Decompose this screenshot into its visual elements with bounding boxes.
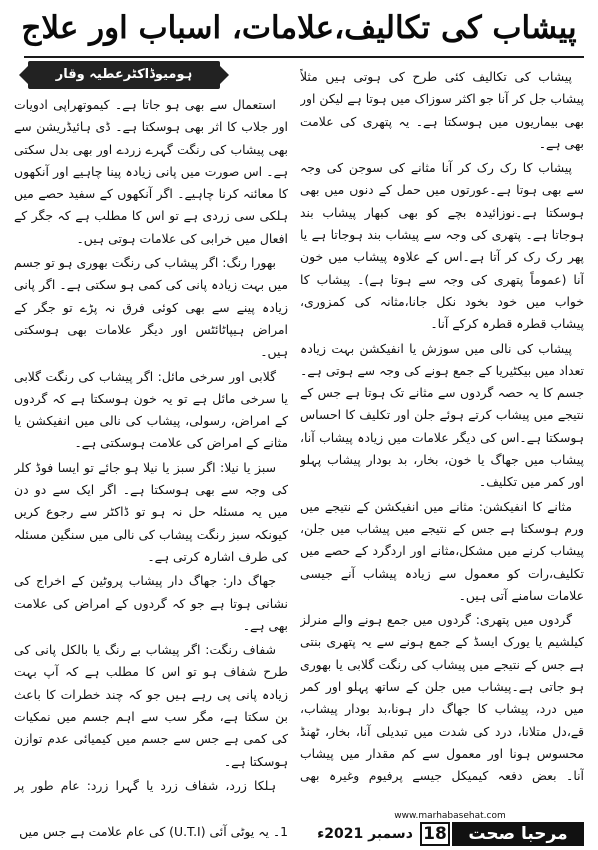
- paragraph: شفاف رنگت: اگر پیشاب بے رنگ یا بالکل پانی کی طرح شفاف ہو تو اس کا مطلب ہے کہ آپ بہت زیادہ پانی پی رہے ہیں جو کہ چند خطرات کا باعث بن سکتا ہے، مگر سب سے اہم جسم میں نمکیات کی کمی ہے جس سے جسم میں کیمیائی عدم توازن ہوسکتا ہے۔: [14, 642, 288, 769]
- paragraph: پیشاب کا رک رک کر آنا مثانے کی سوجن کی وجہ سے بھی ہوتا ہے۔عورتوں میں حمل کے دنوں میں بھی ہوسکتا ہے۔نوزائیدہ بچے کو بھی کبھار پیشاب بند ہوجاتا ہے۔ پتھری کی وجہ سے پیشاب بند ہوجاتا ہے یا پھر رک رک کر آتا ہے۔اس کے علاوہ پیشاب میں خون آنا (عموماً پتھری کی وجہ سے ہوتا ہے)۔ پیشاب کا خواب میں خود بخود نکل جانا،مثانہ کی کمزوری، پیشاب قطرہ قطرہ کرکے آنا۔: [300, 160, 584, 332]
- footer-bar: [316, 822, 584, 846]
- paragraph: پیشاب کی نالی میں سوزش یا انفیکشن بہت زیادہ تعداد میں بیکٹیریا کے جمع ہونے کی وجہ سے ہوتی ہے۔ جسم کا یہ حصہ گردوں سے مثانے تک ہوتا ہے جس کے نتیجے میں پیشاب کرتے ہوئے جلن اور تکلیف کا احساس ہوسکتا ہے۔اس کی دیگر علامات میں زیادہ پیشاب آنا، پیشاب میں جھاگ یا خون، بخار، بد بودار پیشاب پہلو اور کمر میں تکلیف۔: [300, 340, 584, 490]
- paragraph: پیشاب کی تکالیف کئی طرح کی ہوتی ہیں مثلاً پیشاب جل کر آنا جو اکثر سوزاک میں ہوتا ہے لیکن اور بھی بیماریوں میں ہوسکتا ہے۔ یہ پتھری کی علامت بھی ہے۔: [300, 69, 584, 151]
- magazine-logo: مرحبا صحت: [452, 822, 584, 846]
- article-headline: پیشاب کی تکالیف،علامات، اسباب اور علاج: [21, 10, 577, 46]
- paragraph: جھاگ دار: جھاگ دار پیشاب پروٹین کے اخراج کی نشانی ہوتا ہے جو کہ گردوں کے امراض کی علامت بھی ہے۔: [14, 573, 288, 633]
- paragraph: گردوں میں پتھری: گردوں میں جمع ہونے والے منرلز کیلشیم یا یورک ایسڈ کے جمع ہونے سے یہ پتھری بنتی ہے جس کے نتیجے میں پیشاب کی رنگت گلابی یا بھوری ہو جاتی ہے۔پیشاب میں جلن کے ساتھ پہلو اور کمر میں درد، پیشاب کا جھاگ دار ہونا،بد بودار پیشاب، قے،دل متلانا، درد کی شدت میں تبدیلی آنا، بخار، ٹھنڈ محسوس ہونا اور معمول سے کم مقدار میں پیشاب آنا۔ بعض دفعہ کیمیکل جیسے پرفیوم وغیرہ بھی: [300, 612, 584, 784]
- paragraph: بھورا رنگ: اگر پیشاب کی رنگت بھوری ہو تو جسم میں بہت زیادہ پانی کی کمی ہو سکتی ہے۔ اگر پانی زیادہ پینے سے بھی کوئی فرق نہ پڑے تو جگر کے امراض ہیپاٹائٹس اور دیگر علامات بھی ہوسکتی ہیں۔: [14, 255, 288, 360]
- website-url: www.marhabasehat.com: [394, 811, 506, 821]
- paragraph: مثانے کا انفیکشن: مثانے میں انفیکشن کے نتیجے میں ورم ہوسکتا ہے جس کے نتیجے میں پیشاب میں جلن، پیشاب کرنے میں مشکل،مثانے اور اردگرد کے حصے میں تکلیف،رات کو معمول سے زیادہ پیشاب آنے جیسی علامات سامنے آتی ہیں۔: [300, 498, 584, 603]
- author-byline: ہومیوڈاکٹرعطیہ وقار: [28, 61, 220, 89]
- headline-rule: [24, 56, 584, 58]
- page-number: 18: [420, 822, 450, 846]
- paragraph: سبز یا نیلا: اگر سبز یا نیلا ہو جائے تو ایسا فوڈ کلر کی وجہ سے بھی ہوسکتا ہے۔ اگر ایک سے دو دن میں یہ مسئلہ حل نہ ہو تو ڈاکٹر سے رجوع کریں کیونکہ سبز رنگت پیشاب کی نالی میں سنگین مسئلہ کی طرف اشارہ کرتی ہے۔: [14, 459, 288, 564]
- paragraph: ہلکا زرد، شفاف زرد یا گہرا زرد: عام طور پر: [14, 777, 276, 793]
- paragraph: استعمال سے بھی ہو جاتا ہے۔ کیموتھراپی ادویات اور جلاب کا اثر بھی ہوسکتا ہے۔ ڈی ہائیڈریشن سے بھی پیشاب کی رنگت گہرے زردے اور بھی بدل سکتی ہے۔ اس صورت میں پانی زیادہ پینا چاہیے اور آنکھوں کا معائنہ کرنا چاہیے۔ اگر آنکھوں کے سفید حصے میں ہلکی سی زردی ہے تو اس کا مطلب ہے کہ جگر کے افعال میں خرابی کی علامات ہوتی ہیں۔: [14, 97, 288, 246]
- paragraph: گلابی اور سرخی مائل: اگر پیشاب کی رنگت گلابی یا سرخی مائل ہے تو یہ خون ہوسکتا ہے کہ گردوں کے امراض، رسولی، پیشاب کی نالی میں انفیکشن یا مثانے کے امراض کی علامت ہوسکتی ہے۔: [14, 368, 288, 451]
- bottom-line-text: 1۔ یہ یوٹی آئی (U.T.I) کی عام علامت ہے جس میں: [19, 824, 288, 839]
- left-text-column: [14, 94, 288, 794]
- right-text-column: [300, 66, 584, 786]
- issue-date: دسمبر 2021ء: [317, 826, 413, 842]
